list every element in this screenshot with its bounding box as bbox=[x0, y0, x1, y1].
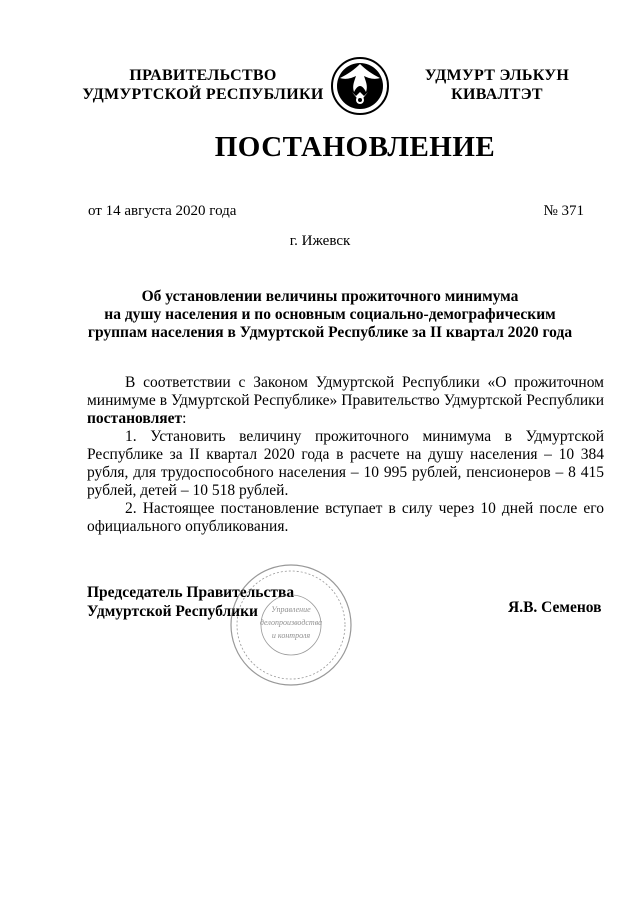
gov-right-line2: КИВАЛТЭТ bbox=[451, 86, 543, 103]
document-date: от 14 августа 2020 года bbox=[88, 203, 237, 219]
position-line2: Удмуртской Республики bbox=[87, 603, 258, 620]
government-name-udmurt bbox=[412, 66, 582, 104]
decree-colon: : bbox=[182, 410, 187, 427]
subject-line1: Об установлении величины прожиточного минимума bbox=[141, 288, 519, 305]
body-item-1: 1. Установить величину прожиточного минимума в Удмуртской Республике за II квартал 2020 года в расчете на душу населения – 10 384 рубля, для трудоспособного населения – 10 995 рублей, пенсионеров – 8 415 рублей, детей – 10 518 рублей. bbox=[87, 428, 604, 499]
stamp-line3: и контроля bbox=[271, 631, 311, 640]
stamp-line1: Управление bbox=[271, 605, 311, 614]
gov-left-line2: УДМУРТСКОЙ РЕСПУБЛИКИ bbox=[82, 86, 324, 103]
stamp-line2: делопроизводства bbox=[259, 618, 323, 627]
document-subject bbox=[80, 288, 580, 342]
decree-word: постановляет bbox=[87, 410, 183, 427]
intro-text: В соответствии с Законом Удмуртской Республики «О прожиточном минимуме в Удмуртской Республике» Правительство Удмуртской Республики bbox=[87, 374, 604, 409]
document-number: № 371 bbox=[543, 203, 584, 219]
coat-of-arms-icon bbox=[330, 56, 390, 116]
body-intro bbox=[87, 374, 604, 428]
official-stamp-icon bbox=[228, 562, 354, 688]
gov-right-line1: УДМУРТ ЭЛЬКУН bbox=[424, 67, 570, 84]
position-line1: Председатель Правительства bbox=[87, 584, 295, 601]
government-name-russian bbox=[78, 66, 328, 104]
signatory-name: Я.В. Семенов bbox=[508, 599, 602, 616]
document-title: ПОСТАНОВЛЕНИЕ bbox=[214, 131, 496, 163]
body-item-2: 2. Настоящее постановление вступает в силу через 10 дней после его официального опубликования. bbox=[87, 500, 604, 535]
document-city: г. Ижевск bbox=[289, 233, 351, 249]
gov-left-line1: ПРАВИТЕЛЬСТВО bbox=[129, 67, 277, 84]
document-body bbox=[87, 374, 604, 536]
subject-line2: на душу населения и по основным социально-демографическим bbox=[104, 306, 556, 323]
subject-line3: группам населения в Удмуртской Республике за II квартал 2020 года bbox=[87, 324, 573, 341]
